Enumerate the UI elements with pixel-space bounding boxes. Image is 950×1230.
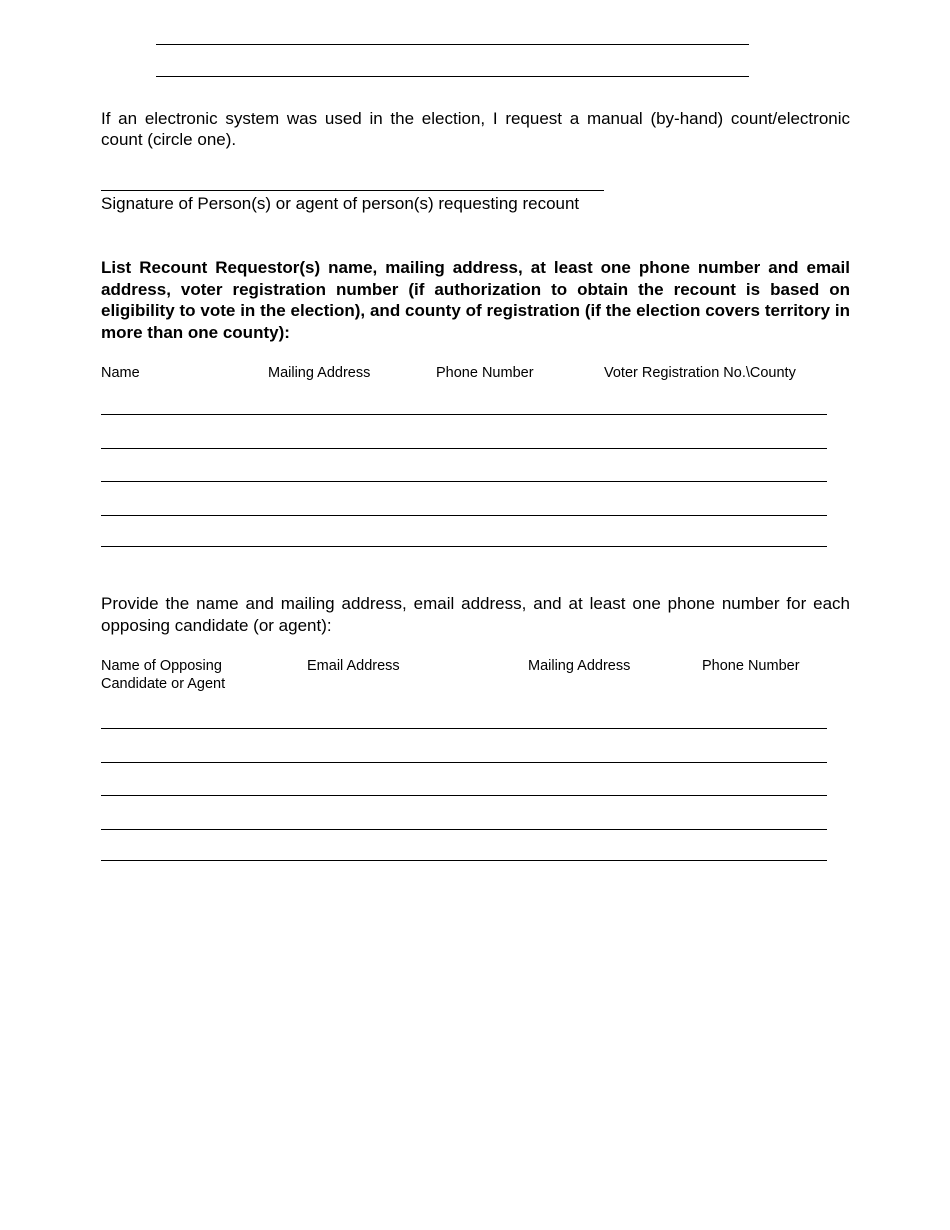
opposing-entry-line-2[interactable] [101,762,827,763]
requestor-col-name: Name [101,365,140,381]
requestor-col-mailing-address: Mailing Address [268,365,371,381]
requestor-entry-line-1[interactable] [101,414,827,415]
top-blank-line-1[interactable] [156,44,749,45]
requestor-col-phone-number: Phone Number [436,365,534,381]
top-blank-line-2[interactable] [156,76,749,77]
opposing-entry-line-5[interactable] [101,860,827,861]
signature-line[interactable] [101,190,604,191]
requestor-instructions: List Recount Requestor(s) name, mailing address, at least one phone number and email address, voter registration number (if authorization to obtain the recount is based on eligibility to vote in the election), and county of registration (if the election covers territory in more than one county): [101,258,850,342]
signature-label: Signature of Person(s) or agent of person(s) requesting recount [101,194,580,213]
opposing-instructions: Provide the name and mailing address, email address, and at least one phone number for each opposing candidate (or agent): [101,594,850,635]
opposing-entry-line-3[interactable] [101,795,827,796]
requestor-col-voter-registration: Voter Registration No.\County [604,365,796,381]
manual-count-request-text: If an electronic system was used in the election, I request a manual (by-hand) count/electronic count (circle one). [101,109,850,149]
opposing-col-email-address: Email Address [307,658,400,674]
opposing-entry-line-1[interactable] [101,728,827,729]
opposing-col-phone-number: Phone Number [702,658,800,674]
requestor-entry-line-4[interactable] [101,515,827,516]
opposing-col-name: Name of Opposing Candidate or Agent [101,658,226,692]
opposing-entry-line-4[interactable] [101,829,827,830]
requestor-entry-line-3[interactable] [101,481,827,482]
opposing-col-mailing-address: Mailing Address [528,658,631,674]
requestor-entry-line-5[interactable] [101,546,827,547]
requestor-entry-line-2[interactable] [101,448,827,449]
